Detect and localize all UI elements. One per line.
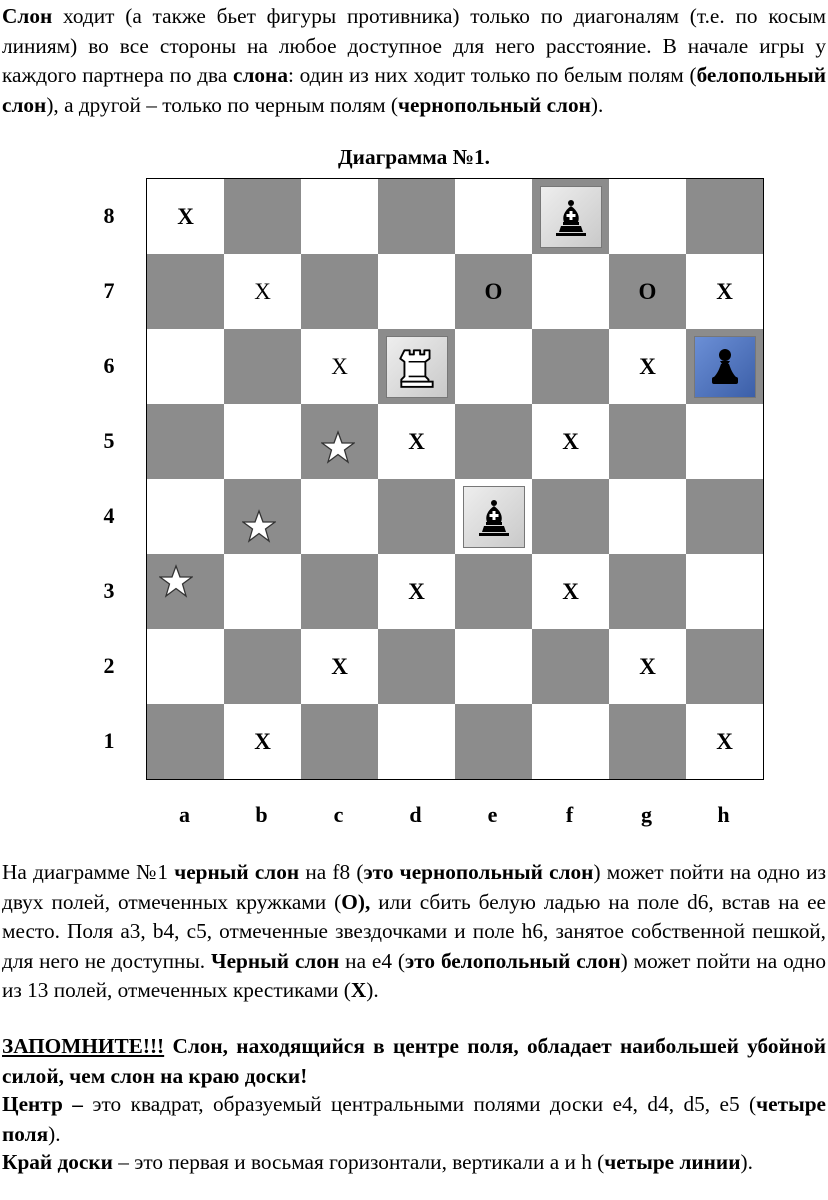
black-bishop-icon xyxy=(541,187,601,247)
expl-bold-2: это чернопольный слон xyxy=(363,860,594,884)
cross-mark: X xyxy=(331,654,348,679)
square-d1 xyxy=(378,704,455,779)
square-f1 xyxy=(532,704,609,779)
expl-text-2: на f8 ( xyxy=(299,860,364,884)
square-g6 xyxy=(609,329,686,404)
intro-text-4: ). xyxy=(590,92,604,117)
square-h4 xyxy=(686,479,763,554)
square-b2 xyxy=(224,629,301,704)
expl-bold-4: Черный слон xyxy=(210,948,340,973)
expl-text-6: ) может пойти на одно из 13 полей, отмеченных крестиками ( xyxy=(2,948,826,1002)
term-bishops: слона xyxy=(233,63,288,87)
term-light-bishop: белопольный слон xyxy=(2,63,826,117)
square-g2 xyxy=(609,629,686,704)
expl-text-4: или сбить белую ладью на поле d6, встав на ее место. Поля a3, b4, c5, отмеченные звездочками и поле h6, занятое собственной пешкой, для него не доступны. xyxy=(2,889,826,973)
black-bishop-icon xyxy=(464,487,524,547)
rank-label-1: 1 xyxy=(103,727,115,753)
center-bold: четыре поля xyxy=(2,1092,826,1146)
cross-mark: X xyxy=(254,279,271,304)
cross-mark: X xyxy=(177,204,194,229)
square-h6 xyxy=(686,329,763,404)
center-text: это квадрат, образуемый центральными полями доски e4, d4, d5, e5 ( xyxy=(82,1092,757,1116)
term-dark-bishop: чернопольный слон xyxy=(398,92,591,117)
remember-paragraph xyxy=(2,1032,826,1091)
chess-board xyxy=(146,178,764,780)
edge-definition xyxy=(2,1148,826,1178)
file-label-e: e xyxy=(487,802,498,827)
square-c1 xyxy=(301,704,378,779)
square-e8 xyxy=(455,179,532,254)
square-e7 xyxy=(455,254,532,329)
expl-bold-1: черный слон xyxy=(174,860,300,884)
square-b6 xyxy=(224,329,301,404)
square-h8 xyxy=(686,179,763,254)
square-e6 xyxy=(455,329,532,404)
diagram-title: Диаграмма №1. xyxy=(338,145,490,169)
remember-heading: ЗАПОМНИТЕ!!! xyxy=(2,1034,165,1058)
square-d7 xyxy=(378,254,455,329)
rank-label-7: 7 xyxy=(103,277,115,303)
square-f3 xyxy=(532,554,609,629)
expl-text-5: на e4 ( xyxy=(339,948,406,973)
expl-bold-3: O), xyxy=(341,889,371,914)
cross-mark: X xyxy=(254,729,271,754)
square-f4 xyxy=(532,479,609,554)
expl-bold-5: это белопольный слон xyxy=(405,948,621,973)
square-h5 xyxy=(686,404,763,479)
square-d6 xyxy=(378,329,455,404)
rank-label-8: 8 xyxy=(103,202,115,228)
edge-bold: четыре линии xyxy=(604,1150,741,1174)
square-f2 xyxy=(532,629,609,704)
square-c4 xyxy=(301,479,378,554)
cross-mark: X xyxy=(408,429,425,454)
square-c5 xyxy=(301,404,378,479)
circle-mark: O xyxy=(484,279,503,304)
rank-label-5: 5 xyxy=(103,427,115,453)
square-b7 xyxy=(224,254,301,329)
cross-mark: X xyxy=(639,354,656,379)
square-d8 xyxy=(378,179,455,254)
square-d3 xyxy=(378,554,455,629)
edge-end: ). xyxy=(740,1150,753,1174)
square-b1 xyxy=(224,704,301,779)
square-c6 xyxy=(301,329,378,404)
square-g7 xyxy=(609,254,686,329)
rank-label-2: 2 xyxy=(103,652,115,678)
file-label-f: f xyxy=(565,802,574,827)
square-h2 xyxy=(686,629,763,704)
square-e3 xyxy=(455,554,532,629)
expl-bold-6: X xyxy=(350,978,367,1002)
rank-label-3: 3 xyxy=(103,577,115,603)
cross-mark: X xyxy=(331,354,348,379)
expl-text-7: ). xyxy=(366,978,379,1002)
edge-text: – это первая и восьмая горизонтали, вертикали a и h ( xyxy=(112,1150,605,1174)
square-g1 xyxy=(609,704,686,779)
square-a4 xyxy=(147,479,224,554)
square-g4 xyxy=(609,479,686,554)
square-c8 xyxy=(301,179,378,254)
square-e1 xyxy=(455,704,532,779)
center-definition xyxy=(2,1090,826,1149)
file-label-d: d xyxy=(409,802,422,827)
remember-text: Слон, находящийся в центре поля, обладает наибольшей убойной силой, чем слон на краю доски! xyxy=(2,1034,826,1088)
square-b4 xyxy=(224,479,301,554)
square-h3 xyxy=(686,554,763,629)
cross-mark: X xyxy=(408,579,425,604)
square-g8 xyxy=(609,179,686,254)
square-g5 xyxy=(609,404,686,479)
square-a7 xyxy=(147,254,224,329)
square-b8 xyxy=(224,179,301,254)
rank-label-6: 6 xyxy=(103,352,115,378)
cross-mark: X xyxy=(639,654,656,679)
intro-text-1: ходит (а также бьет фигуры противника) только по диагоналям (т.е. по косым линиям) во все стороны на любое доступное для него расстояние. В начале игры у каждого партнера по два xyxy=(2,4,826,87)
intro-paragraph xyxy=(2,2,826,120)
square-f7 xyxy=(532,254,609,329)
square-d4 xyxy=(378,479,455,554)
file-label-h: h xyxy=(717,802,730,827)
center-term: Центр – xyxy=(2,1092,83,1116)
expl-text-3: ) может пойти на одно из двух полей, отмеченных кружками ( xyxy=(2,860,827,914)
black-pawn-icon xyxy=(695,337,755,397)
file-label-g: g xyxy=(641,802,652,827)
square-c7 xyxy=(301,254,378,329)
file-label-c: c xyxy=(333,802,344,827)
square-c3 xyxy=(301,554,378,629)
file-label-a: a xyxy=(179,802,190,827)
expl-text-1: На диаграмме №1 xyxy=(2,860,175,884)
center-end: ). xyxy=(48,1121,61,1146)
square-d5 xyxy=(378,404,455,479)
square-a2 xyxy=(147,629,224,704)
intro-text-2: : один из них ходит только по белым полям ( xyxy=(287,63,697,87)
square-d2 xyxy=(378,629,455,704)
square-a6 xyxy=(147,329,224,404)
circle-mark: O xyxy=(638,279,657,304)
square-e2 xyxy=(455,629,532,704)
cross-mark: X xyxy=(562,579,579,604)
star-icon xyxy=(242,509,276,543)
square-h7 xyxy=(686,254,763,329)
square-a1 xyxy=(147,704,224,779)
square-a8 xyxy=(147,179,224,254)
square-a3 xyxy=(147,554,224,629)
rank-label-4: 4 xyxy=(103,502,115,528)
square-b5 xyxy=(224,404,301,479)
cross-mark: X xyxy=(716,279,733,304)
square-f6 xyxy=(532,329,609,404)
square-f8 xyxy=(532,179,609,254)
file-label-b: b xyxy=(255,802,268,827)
edge-term: Край доски xyxy=(2,1150,113,1174)
star-icon xyxy=(321,430,355,464)
intro-text-3: ), а другой – только по черным полям ( xyxy=(46,92,398,117)
square-a5 xyxy=(147,404,224,479)
square-g3 xyxy=(609,554,686,629)
square-e5 xyxy=(455,404,532,479)
white-rook-icon xyxy=(387,337,447,397)
square-b3 xyxy=(224,554,301,629)
explanation-paragraph xyxy=(2,858,826,1006)
square-f5 xyxy=(532,404,609,479)
square-e4 xyxy=(455,479,532,554)
term-bishop: Слон xyxy=(2,4,53,28)
cross-mark: X xyxy=(716,729,733,754)
cross-mark: X xyxy=(562,429,579,454)
star-icon xyxy=(159,564,193,598)
square-c2 xyxy=(301,629,378,704)
square-h1 xyxy=(686,704,763,779)
